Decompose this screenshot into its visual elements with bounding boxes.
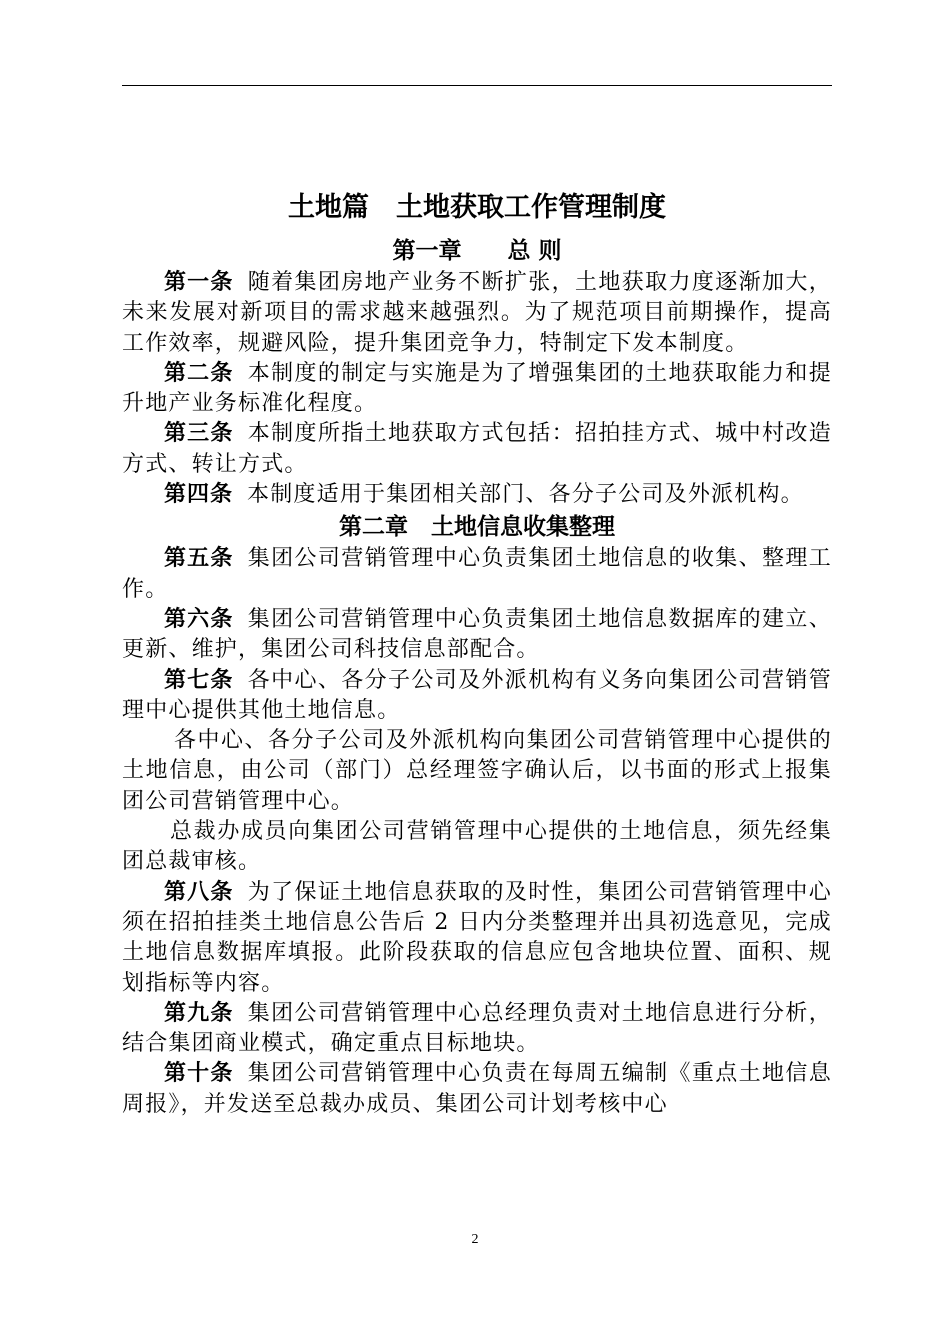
article-text: 各中心、各分子公司及外派机构有义务向集团公司营销管理中心提供其他土地信息。 — [122, 667, 832, 723]
article — [122, 419, 832, 480]
article-text: 集团公司营销管理中心负责在每周五编制《重点土地信息周报》，并发送至总裁办成员、集团公司计划考核中心 — [122, 1061, 832, 1117]
article — [122, 359, 832, 420]
article — [122, 605, 832, 666]
article-label: 第一条 — [164, 270, 234, 295]
body-paragraph: 总裁办成员向集团公司营销管理中心提供的土地信息，须先经集团总裁审核。 — [122, 819, 832, 875]
article-label: 第六条 — [164, 606, 234, 632]
article-text: 集团公司营销管理中心负责集团土地信息的收集、整理工作。 — [122, 546, 832, 602]
article-label: 第三条 — [164, 421, 234, 447]
chapter-heading: 第一章 总 则 — [392, 238, 562, 264]
article — [122, 480, 832, 510]
article — [122, 878, 832, 999]
document-title: 土地篇 土地获取工作管理制度 — [288, 192, 666, 223]
header-rule — [122, 85, 832, 86]
article-text: 集团公司营销管理中心总经理负责对土地信息进行分析，结合集团商业模式，确定重点目标地块。 — [122, 1000, 832, 1057]
document-body — [122, 182, 832, 1120]
body-paragraph: 各中心、各分子公司及外派机构向集团公司营销管理中心提供的土地信息，由公司（部门）总经理签字确认后，以书面的形式上报集团公司营销管理中心。 — [122, 728, 832, 814]
article — [122, 666, 832, 727]
article-text: 为了保证土地信息获取的及时性，集团公司营销管理中心须在招拍挂类土地信息公告后 2 日内分类整理并出具初选意见，完成土地信息数据库填报。此阶段获取的信息应包含地块位置、面积、规划指标等内容。 — [122, 879, 832, 996]
article — [122, 1059, 832, 1120]
article-text: 本制度所指土地获取方式包括：招拍挂方式、城中村改造方式、转让方式。 — [122, 421, 832, 477]
article-label: 第十条 — [164, 1061, 234, 1087]
article — [122, 999, 832, 1060]
article-text: 随着集团房地产业务不断扩张，土地获取力度逐渐加大，未来发展对新项目的需求越来越强烈。为了规范项目前期操作，提高工作效率，规避风险，提升集团竞争力，特制定下发本制度。 — [122, 270, 832, 356]
article-label: 第八条 — [164, 879, 234, 905]
article-label: 第四条 — [164, 482, 234, 508]
article-label: 第九条 — [164, 1000, 234, 1026]
article-text: 本制度的制定与实施是为了增强集团的土地获取能力和提升地产业务标准化程度。 — [122, 360, 832, 417]
article-text: 集团公司营销管理中心负责集团土地信息数据库的建立、更新、维护，集团公司科技信息部配合。 — [122, 606, 832, 663]
article-label: 第二条 — [164, 360, 234, 386]
chapter-heading: 第二章 土地信息收集整理 — [339, 514, 615, 541]
article-label: 第五条 — [164, 546, 234, 572]
article — [122, 268, 832, 359]
article — [122, 544, 832, 605]
page-number: 2 — [471, 1232, 479, 1247]
article-label: 第七条 — [164, 667, 234, 693]
article-text: 本制度适用于集团相关部门、各分子公司及外派机构。 — [247, 482, 804, 508]
